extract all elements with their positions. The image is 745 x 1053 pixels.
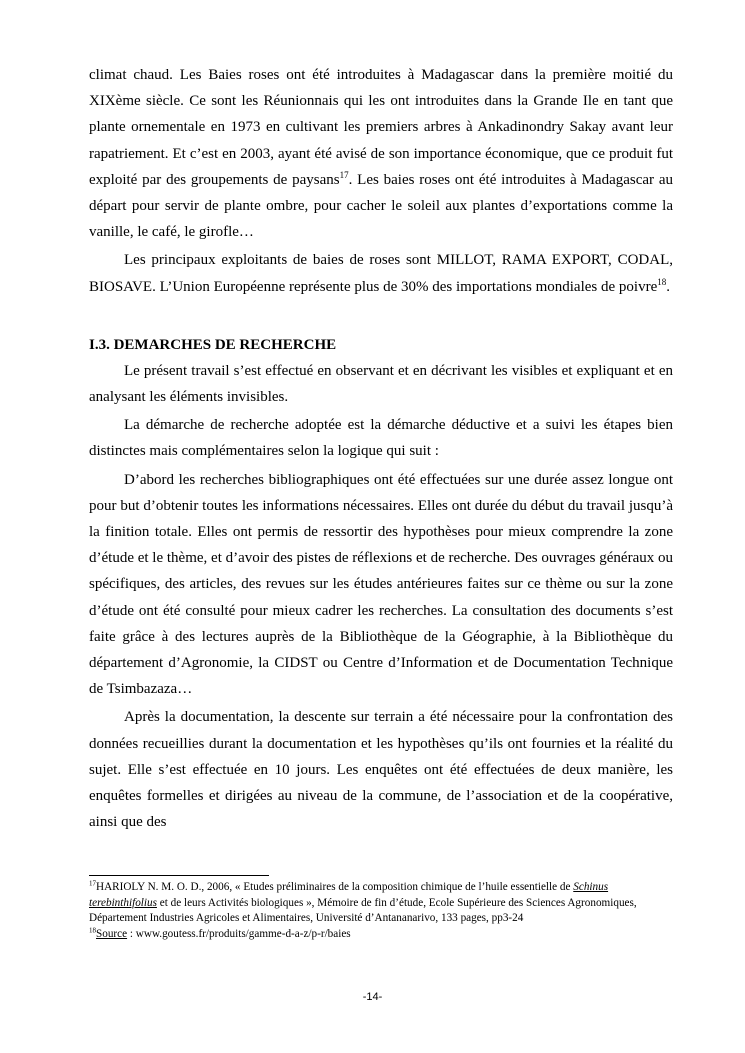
footnote-17 [89,880,673,927]
paragraph-intro [89,62,673,245]
paragraph-text: . Les baies roses ont été introduites à Madagascar au départ pour servir de plante ombre, pour cacher le soleil aux plantes d’exportations comme la vanille, le café, le girofle… [89,171,673,241]
paragraph-present-travail: Le présent travail s’est effectué en observant et en décrivant les visibles et expliquant et en analysant les éléments invisibles. [89,362,673,406]
page-number: -14- [362,991,383,1003]
paragraph-text: Les principaux exploitants de baies de roses sont MILLOT, RAMA EXPORT, CODAL, BIOSAVE. L’Union Européenne représente plus de 30% des importations mondiales de poivre [89,252,673,295]
paragraph-text: . [666,278,670,295]
footnote-ref-17[interactable]: 17 [339,169,349,180]
paragraph-exploitants [89,247,673,299]
footnote-separator [89,875,269,876]
footnote-18 [89,927,673,943]
paragraph-demarche: La démarche de recherche adoptée est la démarche déductive et a suivi les étapes bien distinctes mais complémentaires selon la logique qui suit : [89,417,673,460]
footnote-text: : www.goutess.fr/produits/gamme-d-a-z/p-r/baies [127,927,351,940]
paragraph-bibliographie: D’abord les recherches bibliographiques ont été effectuées sur une durée assez longue ont pour but d’obtenir toutes les informations nécessaires. Elles ont durée du début du travail jusqu’à la finition totale. Elles ont permis de ressortir des hypothèses pour mieux comprendre la zone d’étude et le thème, et d’avoir des pistes de réflexions et de recherche. Des ouvrages généraux ou spécifiques, des articles, des revues sur les études antérieures faites sur ce thème ou sur la zone d’étude ont été consulté pour mieux cadrer les recherches. La consultation des documents s’est faite grâce à des lectures auprès de la Bibliothèque de la Géographie, à la Bibliothèque du département d’Agronomie, la CIDST ou Centre d’Information et de Documentation Technique de Tsimbazaza… [89,471,673,698]
footnotes [89,880,673,942]
paragraph-terrain: Après la documentation, la descente sur terrain a été nécessaire pour la confrontation des données recueillies durant la documentation et les hypothèses qu’ils ont fournies et la réalité du sujet. Elle s’est effectuée en 10 jours. Les enquêtes ont été effectuées de deux manière, les enquêtes formelles et dirigées au niveau de la commune, de l’association et de la coopérative, ainsi que des [89,709,673,831]
footnote-text: et de leurs Activités biologiques », Mémoire de fin d’étude, Ecole Supérieure des Sciences Agronomiques, Département Industries Agricoles et Alimentaires, Université d’Antananarivo, 133 pages, pp3-24 [89,896,637,924]
section-heading: I.3. DEMARCHES DE RECHERCHE [89,336,337,353]
footnote-number: 18 [89,925,96,934]
footnote-text: HARIOLY N. M. O. D., 2006, « Etudes préliminaires de la composition chimique de l’huile essentielle de [96,881,574,893]
page-body [89,62,673,837]
footnote-number: 17 [89,879,96,888]
source-label: Source [96,927,128,940]
species-name: Schinus terebinthifolius [89,881,609,909]
paragraph-text: climat chaud. Les Baies roses ont été introduites à Madagascar dans la première moitié du XIXème siècle. Ce sont les Réunionnais qui les ont introduites dans la Grande Ile en tant que plante ornementale en 1973 en cultivant les premiers arbres à Ankadinondry Sakay avant leur rapatriement. Et c’est en 2003, ayant été avisé de son importance économique, que ce produit fut exploité par des groupements de paysans [89,67,673,188]
footnote-ref-18[interactable]: 18 [657,276,667,287]
